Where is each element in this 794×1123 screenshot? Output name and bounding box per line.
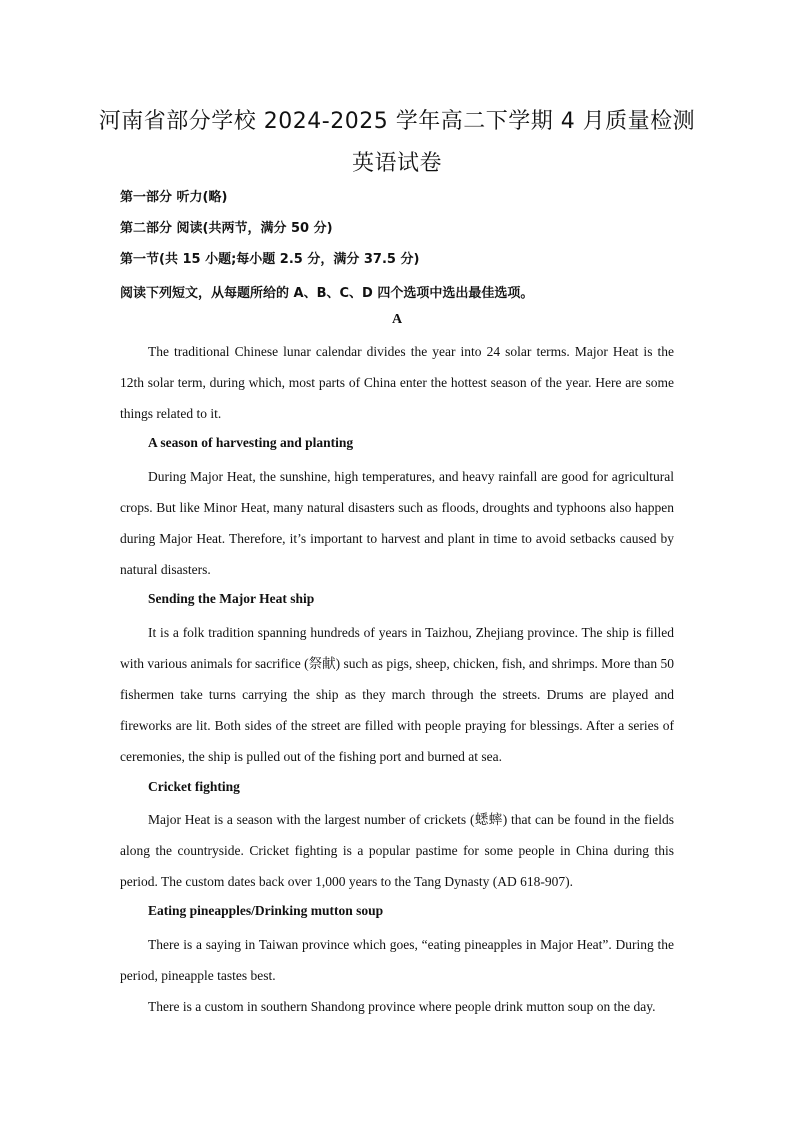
instruction-text: 阅读下列短文，从每题所给的 A、B、C、D 四个选项中选出最佳选项。 xyxy=(120,286,534,301)
section-heading-ship: Sending the Major Heat ship xyxy=(148,591,315,606)
intro-paragraph: The traditional Chinese lunar calendar divides the year into 24 solar terms. Major Heat is the 12th solar term, during which, most parts of China enter the hottest season of the year. Here are some things related to it. xyxy=(120,344,674,421)
passage-letter: A xyxy=(391,312,403,327)
part-one-heading: 第一部分 听力(略) xyxy=(120,190,228,205)
paragraph-cricket: Major Heat is a season with the largest number of crickets (蟋蟀) that can be found in the fields along the countryside. Cricket fighting is a popular pastime for some people in China during this period. The custom dates back over 1,000 years to the Tang Dynasty (AD 618-907). xyxy=(120,812,674,889)
paragraph-harvest: During Major Heat, the sunshine, high temperatures, and heavy rainfall are good for agricultural crops. But like Minor Heat, many natural disasters such as floods, droughts and typhoons also happen during Major Heat. Therefore, it’s important to harvest and plant in time to avoid setbacks caused by natural disasters. xyxy=(120,469,674,577)
exam-subtitle: 英语试卷 xyxy=(351,151,442,176)
part-two-heading: 第二部分 阅读(共两节，满分 50 分) xyxy=(120,221,333,236)
paragraph-pineapple: There is a saying in Taiwan province which goes, “eating pineapples in Major Heat”. During the period, pineapple tastes best. xyxy=(120,937,674,983)
section-heading-food: Eating pineapples/Drinking mutton soup xyxy=(148,903,384,918)
exam-title: 河南省部分学校 2024-2025 学年高二下学期 4 月质量检测 xyxy=(98,109,696,134)
paragraph-ship: It is a folk tradition spanning hundreds of years in Taizhou, Zhejiang province. The ship is filled with various animals for sacrifice (祭献) such as pigs, sheep, chicken, fish, and shrimps. More than 50 fishermen take turns carrying the ship as they march through the streets. Drums are played and fireworks are lit. Both sides of the street are filled with people praying for blessings. After a series of ceremonies, the ship is pulled out of the fishing port and burned at sea. xyxy=(120,625,674,764)
section-one-heading: 第一节(共 15 小题;每小题 2.5 分，满分 37.5 分) xyxy=(120,252,420,267)
section-heading-harvest: A season of harvesting and planting xyxy=(148,435,354,450)
paragraph-mutton: There is a custom in southern Shandong province where people drink mutton soup on the day. xyxy=(148,999,656,1014)
section-heading-cricket: Cricket fighting xyxy=(148,779,240,794)
